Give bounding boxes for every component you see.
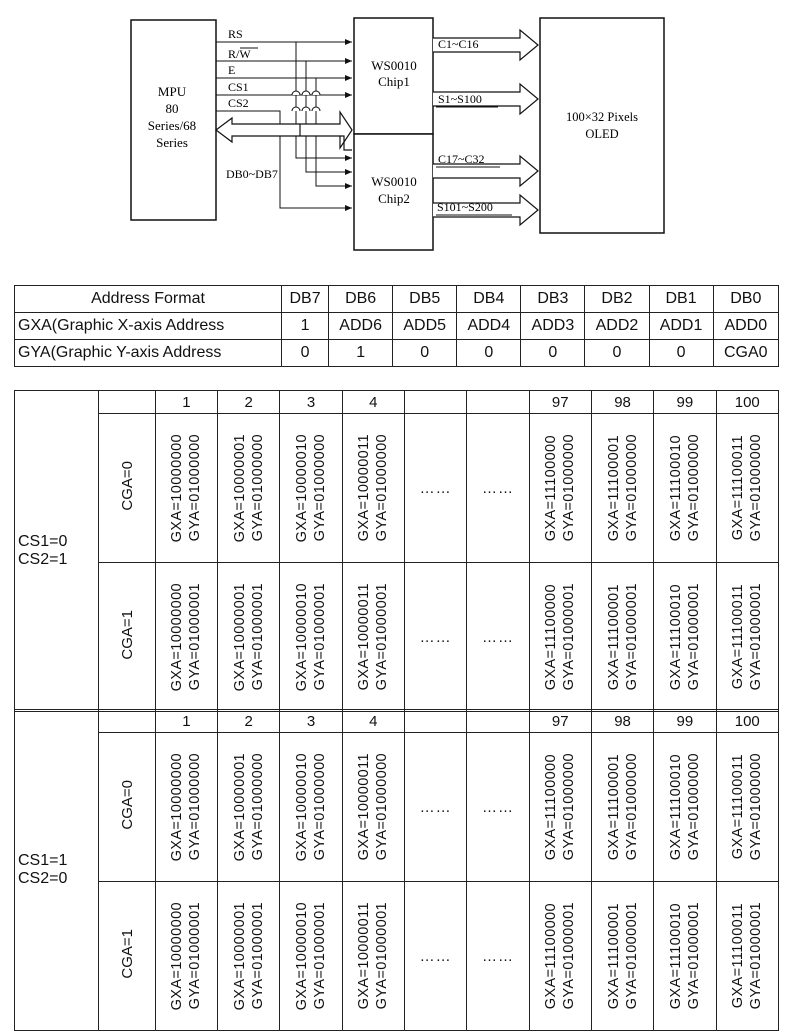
- gya-value: GYA=01000001: [312, 583, 328, 691]
- db6-header: DB6: [329, 286, 393, 313]
- mpu-label-3: Series/68: [147, 118, 197, 133]
- gya-db6: 1: [329, 340, 393, 367]
- address-cell: [529, 414, 591, 563]
- ellipsis-cell: [467, 563, 529, 712]
- column-header: 98: [591, 710, 653, 733]
- address-cell: [654, 414, 716, 563]
- gya-value: GYA=01000000: [561, 753, 578, 861]
- gya-value: GYA=01000000: [685, 753, 702, 861]
- db5-header: DB5: [393, 286, 457, 313]
- gxa-db6: ADD6: [329, 313, 393, 340]
- gxa-value: GXA=11100000: [543, 753, 560, 861]
- gya-value: GYA=01000000: [748, 753, 765, 861]
- signal-cs1-label: CS1: [228, 80, 249, 94]
- gxa-value: GXA=10000011: [356, 434, 373, 542]
- address-cell: [342, 563, 404, 712]
- gya-value: GYA=01000001: [685, 902, 702, 1010]
- column-header: 99: [654, 391, 716, 414]
- column-header: 3: [280, 391, 342, 414]
- signal-e-label: E: [228, 63, 236, 77]
- signal-rw-label: R/W: [228, 47, 251, 61]
- column-header: 100: [716, 391, 778, 414]
- address-cell: [155, 563, 217, 712]
- address-cell: [155, 882, 217, 1031]
- gya-value: GYA=01000001: [187, 583, 204, 691]
- chip2-label-2: Chip2: [378, 191, 410, 206]
- gya-value: GYA=01000001: [685, 583, 702, 691]
- bus-s101-label: S101~S200: [437, 200, 493, 214]
- ellipsis-cell: [467, 733, 529, 882]
- gxa-value: GXA=10000010: [294, 901, 310, 1011]
- address-cell: [280, 882, 342, 1031]
- address-cell: [529, 733, 591, 882]
- gxa-value: GXA=11100000: [543, 434, 560, 542]
- column-header-row: [15, 710, 779, 733]
- gxa-db7: 1: [282, 313, 329, 340]
- address-cell: [218, 563, 280, 712]
- gya-value: GYA=01000001: [748, 583, 765, 691]
- gya-db2: 0: [585, 340, 649, 367]
- db2-header: DB2: [585, 286, 649, 313]
- gya-db7: 0: [282, 340, 329, 367]
- chip-select-label: [15, 391, 99, 712]
- gya-value: GYA=01000000: [748, 434, 765, 542]
- address-cell: [280, 563, 342, 712]
- gxa-value: GXA=11100000: [543, 902, 560, 1010]
- gxa-value: GXA=10000011: [356, 753, 373, 861]
- cga-row: [15, 733, 779, 882]
- gya-value: GYA=01000000: [312, 753, 328, 861]
- chip-select-label: [15, 710, 99, 1031]
- gxa-value: GXA=11100010: [667, 434, 684, 542]
- gxa-value: GXA=11100001: [605, 902, 622, 1010]
- column-header: [404, 391, 466, 414]
- gxa-value: GXA=11100011: [730, 903, 747, 1009]
- mpu-label-2: 80: [165, 101, 179, 116]
- corner-cell: [99, 710, 155, 733]
- signal-cs2-label: CS2: [228, 96, 249, 110]
- bus-s1-label: S1~S100: [438, 92, 482, 106]
- db1-header: DB1: [649, 286, 713, 313]
- mapping-table-cs1-0: [14, 390, 779, 712]
- ellipsis: ……: [419, 479, 452, 497]
- address-cell: [218, 414, 280, 563]
- bus-c17-label: C17~C32: [438, 152, 485, 166]
- cga-label: CGA=0: [99, 733, 155, 882]
- gya-value: GYA=01000000: [685, 434, 702, 542]
- mpu-label-4: Series: [156, 135, 188, 150]
- cga-row: [15, 563, 779, 712]
- gxa-value: GXA=10000001: [231, 582, 248, 692]
- address-cell: [280, 733, 342, 882]
- gxa-value: GXA=11100010: [667, 902, 684, 1010]
- cga-label: CGA=0: [99, 414, 155, 563]
- column-header: [467, 391, 529, 414]
- column-header: [404, 710, 466, 733]
- column-header: 100: [716, 710, 778, 733]
- db7-header: DB7: [282, 286, 329, 313]
- address-cell: [591, 882, 653, 1031]
- address-cell: [654, 563, 716, 712]
- address-cell: [591, 563, 653, 712]
- gxa-value: GXA=11100010: [667, 583, 684, 691]
- gxa-value: GXA=11100001: [605, 583, 622, 691]
- gxa-db5: ADD5: [393, 313, 457, 340]
- gya-db5: 0: [393, 340, 457, 367]
- column-header: 97: [529, 710, 591, 733]
- gya-value: GYA=01000000: [249, 753, 266, 861]
- cs2-value: CS2=0: [18, 870, 68, 887]
- column-header: 1: [155, 391, 217, 414]
- gya-db1: 0: [649, 340, 713, 367]
- address-cell: [591, 733, 653, 882]
- gya-value: GYA=01000001: [249, 902, 266, 1010]
- address-cell: [342, 882, 404, 1031]
- address-cell: [529, 882, 591, 1031]
- gxa-value: GXA=11100001: [605, 434, 622, 542]
- oled-label-2: OLED: [585, 127, 619, 141]
- gya-value: GYA=01000000: [374, 434, 391, 542]
- gxa-value: GXA=10000001: [231, 901, 248, 1011]
- cs1-value: CS1=0: [18, 533, 68, 550]
- address-cell: [218, 733, 280, 882]
- oled-label-1: 100×32 Pixels: [566, 110, 638, 124]
- gya-value: GYA=01000001: [374, 902, 391, 1010]
- ellipsis-cell: [404, 882, 466, 1031]
- bus-c1-label: C1~C16: [438, 37, 479, 51]
- address-format-table: [14, 285, 779, 367]
- address-cell: [654, 882, 716, 1031]
- gya-value: GYA=01000001: [187, 902, 204, 1010]
- address-cell: [654, 733, 716, 882]
- column-header: 1: [155, 710, 217, 733]
- gxa-value: GXA=10000000: [169, 582, 186, 692]
- address-cell: [716, 563, 778, 712]
- gya-db4: 0: [457, 340, 521, 367]
- address-header-row: [15, 286, 779, 313]
- column-header: 4: [342, 710, 404, 733]
- column-header-row: [15, 391, 779, 414]
- column-header: 4: [342, 391, 404, 414]
- address-cell: [280, 414, 342, 563]
- gxa-value: GXA=10000011: [356, 902, 373, 1010]
- data-bus-arrow: [216, 112, 352, 150]
- gya-value: GYA=01000001: [623, 902, 640, 1010]
- gxa-db4: ADD4: [457, 313, 521, 340]
- db3-header: DB3: [521, 286, 585, 313]
- ellipsis-cell: [404, 414, 466, 563]
- column-header: [467, 710, 529, 733]
- gya-value: GYA=01000000: [623, 434, 640, 542]
- ellipsis: ……: [481, 628, 514, 646]
- address-cell: [342, 414, 404, 563]
- corner-cell: [99, 391, 155, 414]
- gxa-value: GXA=10000001: [231, 433, 248, 543]
- chip1-label-2: Chip1: [378, 74, 410, 89]
- gxa-value: GXA=10000000: [169, 901, 186, 1011]
- gxa-value: GXA=10000011: [356, 583, 373, 691]
- gya-value: GYA=01000000: [312, 434, 328, 542]
- chip2-label-1: WS0010: [371, 174, 417, 189]
- address-cell: [342, 733, 404, 882]
- block-diagram: [0, 0, 806, 270]
- ellipsis: ……: [419, 628, 452, 646]
- gxa-db1: ADD1: [649, 313, 713, 340]
- gya-value: GYA=01000000: [187, 753, 204, 861]
- gxa-value: GXA=10000010: [294, 582, 310, 692]
- gxa-value: GXA=11100011: [730, 754, 747, 860]
- signal-rs-label: RS: [228, 27, 243, 41]
- db0-header: DB0: [713, 286, 778, 313]
- address-cell: [716, 414, 778, 563]
- gya-value: GYA=01000001: [312, 902, 328, 1010]
- address-cell: [716, 882, 778, 1031]
- column-header: 2: [218, 391, 280, 414]
- gxa-row: [15, 313, 779, 340]
- ellipsis: ……: [481, 479, 514, 497]
- cs1-value: CS1=1: [18, 852, 68, 869]
- ellipsis-cell: [404, 563, 466, 712]
- column-header: 2: [218, 710, 280, 733]
- gya-value: GYA=01000001: [561, 583, 578, 691]
- gya-value: GYA=01000000: [249, 434, 266, 542]
- address-cell: [529, 563, 591, 712]
- gya-value: GYA=01000001: [374, 583, 391, 691]
- gxa-db2: ADD2: [585, 313, 649, 340]
- cga-row: [15, 882, 779, 1031]
- gxa-value: GXA=10000000: [169, 752, 186, 862]
- cga-row: [15, 414, 779, 563]
- gxa-db3: ADD3: [521, 313, 585, 340]
- gya-value: GYA=01000001: [748, 902, 765, 1010]
- gya-row: [15, 340, 779, 367]
- address-cell: [155, 733, 217, 882]
- gxa-db0: ADD0: [713, 313, 778, 340]
- gxa-value: GXA=10000001: [231, 752, 248, 862]
- address-cell: [591, 414, 653, 563]
- gya-value: GYA=01000000: [187, 434, 204, 542]
- ellipsis-cell: [467, 414, 529, 563]
- db4-header: DB4: [457, 286, 521, 313]
- ellipsis: ……: [419, 947, 452, 965]
- gxa-value: GXA=11100001: [605, 753, 622, 861]
- gxa-value: GXA=10000010: [294, 433, 310, 543]
- gya-value: GYA=01000000: [561, 434, 578, 542]
- gxa-value: GXA=11100011: [730, 584, 747, 690]
- address-cell: [155, 414, 217, 563]
- mapping-table-cs1-1: [14, 709, 779, 1031]
- ellipsis: ……: [481, 798, 514, 816]
- cga-label: CGA=1: [99, 563, 155, 712]
- gya-label: GYA(Graphic Y-axis Address: [15, 340, 282, 367]
- gxa-value: GXA=11100010: [667, 753, 684, 861]
- gxa-value: GXA=11100011: [730, 435, 747, 541]
- ellipsis: ……: [419, 798, 452, 816]
- cs2-value: CS2=1: [18, 551, 68, 568]
- gxa-value: GXA=10000010: [294, 752, 310, 862]
- gya-value: GYA=01000000: [374, 753, 391, 861]
- oled-box: [540, 18, 664, 233]
- gya-value: GYA=01000001: [561, 902, 578, 1010]
- column-header: 99: [654, 710, 716, 733]
- column-header: 3: [280, 710, 342, 733]
- gxa-value: GXA=10000000: [169, 433, 186, 543]
- gya-value: GYA=01000000: [623, 753, 640, 861]
- signal-db-label: DB0~DB7: [226, 167, 278, 181]
- ellipsis-cell: [467, 882, 529, 1031]
- address-cell: [218, 882, 280, 1031]
- chip1-label-1: WS0010: [371, 58, 417, 73]
- gxa-label: GXA(Graphic X-axis Address: [15, 313, 282, 340]
- gya-db0: CGA0: [713, 340, 778, 367]
- gya-db3: 0: [521, 340, 585, 367]
- address-cell: [716, 733, 778, 882]
- gya-value: GYA=01000001: [623, 583, 640, 691]
- ellipsis-cell: [404, 733, 466, 882]
- address-format-header: Address Format: [15, 286, 282, 313]
- column-header: 98: [591, 391, 653, 414]
- gxa-value: GXA=11100000: [543, 583, 560, 691]
- mpu-label-1: MPU: [157, 84, 187, 99]
- gya-value: GYA=01000001: [249, 583, 266, 691]
- column-header: 97: [529, 391, 591, 414]
- cga-label: CGA=1: [99, 882, 155, 1031]
- ellipsis: ……: [481, 947, 514, 965]
